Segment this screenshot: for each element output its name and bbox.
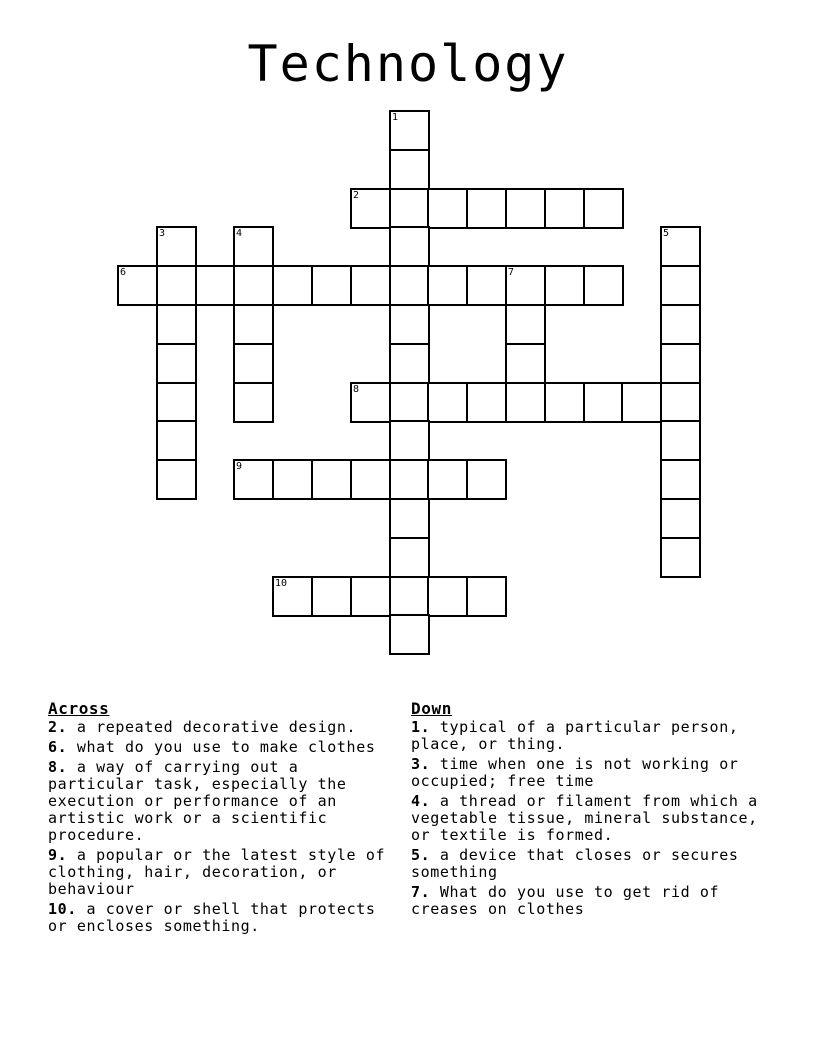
cell-number: 1 <box>392 112 399 123</box>
clue-number: 3. <box>411 755 431 773</box>
clue-number: 8. <box>48 758 68 776</box>
cell-number: 8 <box>353 384 360 395</box>
grid-cell[interactable] <box>544 265 585 306</box>
grid-cell[interactable] <box>272 265 313 306</box>
grid-cell[interactable] <box>156 343 197 384</box>
cell-number: 5 <box>663 228 670 239</box>
grid-cell[interactable] <box>660 343 701 384</box>
grid-cell[interactable] <box>350 188 391 229</box>
down-clue <box>411 884 761 918</box>
grid-cell[interactable] <box>544 188 585 229</box>
clue-number: 1. <box>411 718 431 736</box>
clue-number: 2. <box>48 718 68 736</box>
grid-cell[interactable] <box>233 382 274 423</box>
grid-cell[interactable] <box>505 265 546 306</box>
grid-cell[interactable] <box>389 110 430 151</box>
clue-text: what do you use to make clothes <box>67 738 376 756</box>
cell-number: 4 <box>236 228 243 239</box>
grid-cell[interactable] <box>311 576 352 617</box>
down-clue <box>411 793 761 844</box>
grid-cell[interactable] <box>505 343 546 384</box>
grid-cell[interactable] <box>233 265 274 306</box>
across-clue <box>48 901 403 935</box>
grid-cell[interactable] <box>233 459 274 500</box>
grid-cell[interactable] <box>311 265 352 306</box>
clue-text: a cover or shell that protects or encloses something. <box>48 900 376 935</box>
grid-cell[interactable] <box>660 304 701 345</box>
grid-cell[interactable] <box>389 304 430 345</box>
cell-number: 10 <box>275 578 288 589</box>
clue-number: 4. <box>411 792 431 810</box>
grid-cell[interactable] <box>350 265 391 306</box>
grid-cell[interactable] <box>389 265 430 306</box>
grid-cell[interactable] <box>583 188 624 229</box>
clue-text: a popular or the latest style of clothing, hair, decoration, or behaviour <box>48 846 386 898</box>
grid-cell[interactable] <box>389 149 430 190</box>
grid-cell[interactable] <box>466 459 507 500</box>
grid-cell[interactable] <box>583 382 624 423</box>
grid-cell[interactable] <box>505 304 546 345</box>
grid-cell[interactable] <box>427 576 468 617</box>
grid-cell[interactable] <box>427 382 468 423</box>
grid-cell[interactable] <box>389 459 430 500</box>
grid-cell[interactable] <box>156 382 197 423</box>
grid-cell[interactable] <box>505 188 546 229</box>
grid-cell[interactable] <box>156 459 197 500</box>
grid-cell[interactable] <box>466 188 507 229</box>
down-clue-list <box>411 719 761 918</box>
clue-text: time when one is not working or occupied; free time <box>411 755 739 790</box>
grid-cell[interactable] <box>427 459 468 500</box>
grid-cell[interactable] <box>156 420 197 461</box>
grid-cell[interactable] <box>233 343 274 384</box>
grid-cell[interactable] <box>389 226 430 267</box>
clue-number: 6. <box>48 738 68 756</box>
grid-cell[interactable] <box>660 265 701 306</box>
grid-cell[interactable] <box>660 537 701 578</box>
grid-cell[interactable] <box>350 576 391 617</box>
grid-cell[interactable] <box>389 576 430 617</box>
clue-text: What do you use to get rid of creases on clothes <box>411 883 720 918</box>
down-clue <box>411 719 761 753</box>
grid-cell[interactable] <box>427 188 468 229</box>
down-heading: Down <box>411 699 452 718</box>
grid-cell[interactable] <box>233 226 274 267</box>
cell-number: 6 <box>120 267 127 278</box>
grid-cell[interactable] <box>350 382 391 423</box>
grid-cell[interactable] <box>660 498 701 539</box>
grid-cell[interactable] <box>544 382 585 423</box>
across-clues <box>48 700 403 938</box>
cell-number: 9 <box>236 461 243 472</box>
grid-cell[interactable] <box>660 226 701 267</box>
grid-cell[interactable] <box>427 265 468 306</box>
clue-text: a repeated decorative design. <box>67 718 357 736</box>
grid-cell[interactable] <box>389 382 430 423</box>
grid-cell[interactable] <box>389 614 430 655</box>
grid-cell[interactable] <box>350 459 391 500</box>
grid-cell[interactable] <box>195 265 236 306</box>
grid-cell[interactable] <box>389 537 430 578</box>
clue-number: 5. <box>411 846 431 864</box>
down-clues <box>411 700 761 921</box>
grid-cell[interactable] <box>583 265 624 306</box>
across-clue <box>48 759 403 844</box>
grid-cell[interactable] <box>272 459 313 500</box>
grid-cell[interactable] <box>311 459 352 500</box>
cell-number: 2 <box>353 190 360 201</box>
across-clue <box>48 739 403 756</box>
grid-cell[interactable] <box>466 576 507 617</box>
clue-text: a thread or filament from which a vegetable tissue, mineral substance, or textile is formed. <box>411 792 758 844</box>
down-clue <box>411 847 761 881</box>
clue-number: 7. <box>411 883 431 901</box>
clue-text: a way of carrying out a particular task, especially the execution or performance of an artistic work or a scientific procedure. <box>48 758 347 844</box>
clue-number: 9. <box>48 846 68 864</box>
down-clue <box>411 756 761 790</box>
grid-cell[interactable] <box>466 265 507 306</box>
clue-text: typical of a particular person, place, or thing. <box>411 718 739 753</box>
across-clue <box>48 719 403 736</box>
grid-cell[interactable] <box>389 420 430 461</box>
across-clue-list <box>48 719 403 935</box>
grid-cell[interactable] <box>389 498 430 539</box>
grid-cell[interactable] <box>505 382 546 423</box>
clue-text: a device that closes or secures something <box>411 846 739 881</box>
across-heading: Across <box>48 699 110 718</box>
grid-cell[interactable] <box>466 382 507 423</box>
grid-cell[interactable] <box>660 459 701 500</box>
grid-cell[interactable] <box>233 304 274 345</box>
grid-cell[interactable] <box>156 226 197 267</box>
grid-cell[interactable] <box>621 382 662 423</box>
grid-cell[interactable] <box>389 188 430 229</box>
grid-cell[interactable] <box>660 382 701 423</box>
grid-cell[interactable] <box>272 576 313 617</box>
grid-cell[interactable] <box>389 343 430 384</box>
page-title: Technology <box>247 35 569 93</box>
cell-number: 7 <box>508 267 515 278</box>
grid-cell[interactable] <box>117 265 158 306</box>
grid-cell[interactable] <box>156 304 197 345</box>
clue-number: 10. <box>48 900 77 918</box>
grid-cell[interactable] <box>660 420 701 461</box>
across-clue <box>48 847 403 898</box>
grid-cell[interactable] <box>156 265 197 306</box>
cell-number: 3 <box>159 228 166 239</box>
